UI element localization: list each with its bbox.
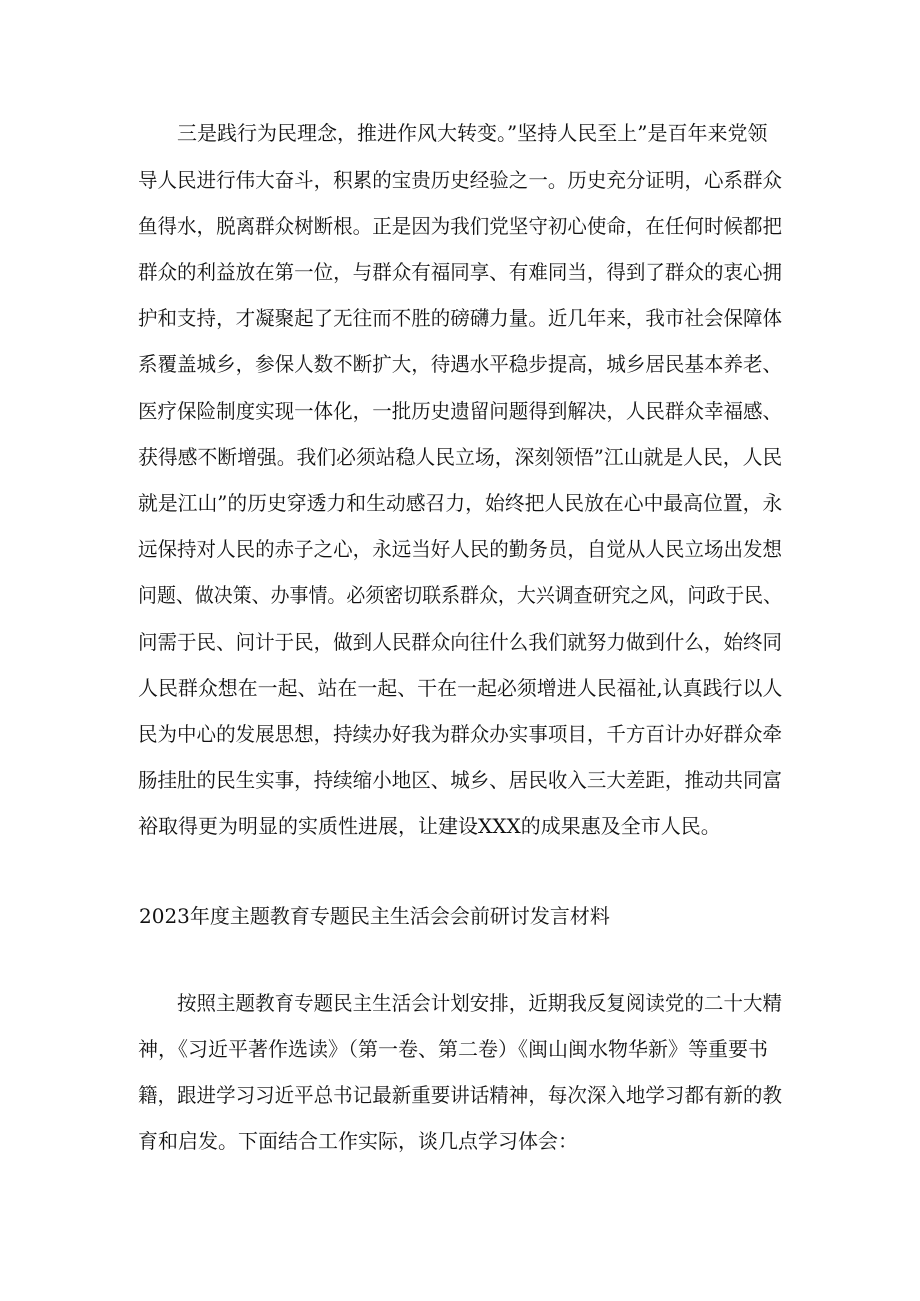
paragraph-1-line-3: 鱼得水，脱离群众树断根。正是因为我们党坚守初心使命，在任何时候都把 — [138, 214, 783, 238]
paragraph-1-line-8: 获得感不断增强。我们必须站稳人民立场，深刻领悟”江山就是人民，人民 — [138, 445, 783, 469]
paragraph-1-line-10: 远保持对人民的赤子之心，永远当好人民的勤务员，自觉从人民立场出发想 — [138, 537, 783, 561]
paragraph-1-line-2: 导人民进行伟大奋斗，积累的宝贵历史经验之一。历史充分证明，心系群众 — [138, 168, 783, 192]
paragraph-2-line-2: 神，《习近平著作选读》（第一卷、第二卷）《闽山闽水物华新》等重要书 — [138, 1037, 768, 1061]
paragraph-1-line-11: 问题、做决策、办事情。必须密切联系群众，大兴调查研究之风，问政于民、 — [138, 583, 783, 607]
paragraph-1-line-13: 人民群众想在一起、站在一起、干在一起必须增进人民福祉,认真践行以人 — [138, 676, 783, 700]
paragraph-1-line-14: 民为中心的发展思想，持续办好我为群众办实事项目，千方百计办好群众牵 — [138, 722, 783, 746]
paragraph-1-line-12: 问需于民、问计于民，做到人民群众向往什么我们就努力做到什么，始终同 — [138, 630, 783, 654]
paragraph-1-line-7: 医疗保险制度实现一体化，一批历史遗留问题得到解决，人民群众幸福感、 — [138, 399, 783, 423]
paragraph-1-line-6: 系覆盖城乡，参保人数不断扩大，待遇水平稳步提高，城乡居民基本养老、 — [138, 352, 783, 376]
paragraph-1-line-15: 肠挂肚的民生实事，持续缩小地区、城乡、居民收入三大差距，推动共同富 — [138, 768, 783, 792]
paragraph-1-line-5: 护和支持，才凝聚起了无往而不胜的磅礴力量。近几年来，我市社会保障体 — [138, 306, 783, 330]
paragraph-1-line-9: 就是江山”的历史穿透力和生动感召力，始终把人民放在心中最高位置，永 — [138, 491, 783, 515]
paragraph-1-line-16: 裕取得更为明显的实质性进展，让建设XXX的成果惠及全市人民。 — [138, 814, 721, 838]
paragraph-1-line-1: 三是践行为民理念，推进作风大转变。”坚持人民至上”是百年来党领 — [177, 121, 768, 145]
paragraph-1-line-4: 群众的利益放在第一位，与群众有福同享、有难同当，得到了群众的衷心拥 — [138, 260, 783, 284]
paragraph-2-line-1: 按照主题教育专题民主生活会计划安排，近期我反复阅读党的二十大精 — [177, 991, 782, 1015]
paragraph-2-line-3: 籍，跟进学习习近平总书记最新重要讲话精神，每次深入地学习都有新的教 — [138, 1083, 783, 1107]
paragraph-2-line-4: 育和启发。下面结合工作实际，谈几点学习体会： — [138, 1129, 578, 1153]
document-heading: 2023年度主题教育专题民主生活会会前研讨发言材料 — [139, 904, 610, 928]
